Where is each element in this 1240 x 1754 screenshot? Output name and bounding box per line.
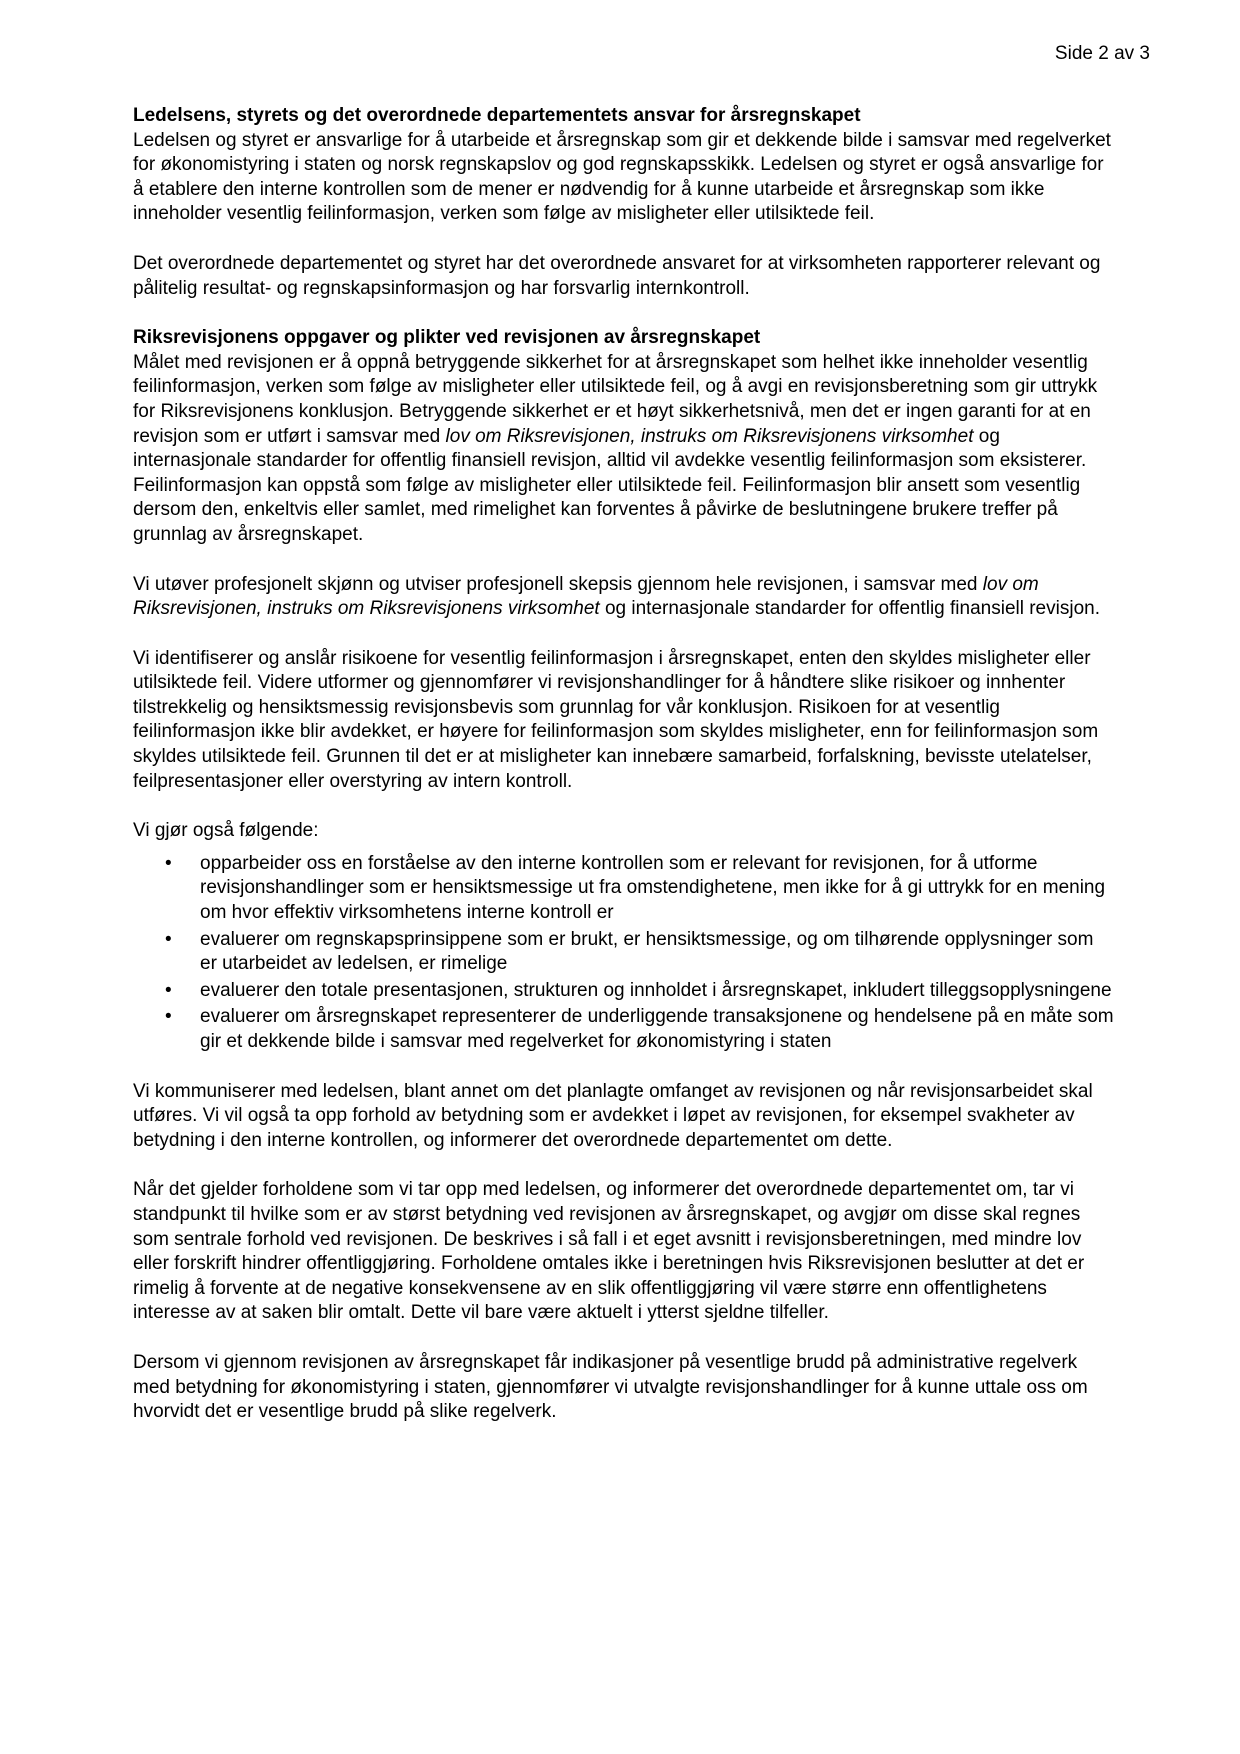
text-run: Vi utøver profesjonelt skjønn og utviser profesjonell skepsis gjennom hele revisjonen, i samsvar med: [133, 573, 983, 595]
bullet-icon: •: [165, 928, 172, 950]
paragraph-ministry-responsibility: Det overordnede departementet og styret har det overordnede ansvaret for at virksomheten rapporterer relevant og pålitelig resultat- og regnskapsinformasjon og har forsvarlig internkontroll.: [133, 252, 1101, 299]
paragraph-audit-objective: [133, 351, 1115, 548]
paragraph-communication-with-management: Vi kommuniserer med ledelsen, blant annet om det planlagte omfanget av revisjonen og når revisjonsarbeidet skal utføres. Vi vil også ta opp forhold av betydning som er avdekket i løpet av revisjonen, for eksempel svakheter av betydning i den interne kontrollen, og informerer det overordnede departementet om dette.: [133, 1080, 1093, 1151]
bullet-icon: •: [165, 979, 172, 1001]
list-item-text: opparbeider oss en forståelse av den interne kontrollen som er relevant for revisjonen, for å utforme revisjonshandlinger som er hensiktsmessige ut fra omstendighetene, men ikke for å gi uttrykk for en mening om hvor effektiv virksomhetens interne kontroll er: [200, 852, 1106, 924]
section-heading-management-responsibility: Ledelsens, styrets og det overordnede departementets ansvar for årsregnskapet: [133, 105, 861, 126]
list-item-text: evaluerer om årsregnskapet representerer de underliggende transaksjonene og hendelsene på en måte som gir et dekkende bilde i samsvar med regelverket for økonomistyring i staten: [200, 1006, 1114, 1052]
bullet-icon: •: [165, 852, 172, 874]
list-item: [133, 852, 1115, 926]
page-number: Side 2 av 3: [1054, 43, 1150, 64]
document-content: [133, 104, 1115, 1450]
bullet-icon: •: [165, 1006, 172, 1028]
paragraph-professional-judgement: [133, 573, 1115, 622]
paragraph-risk-identification: Vi identifiserer og anslår risikoene for vesentlig feilinformasjon i årsregnskapet, enten den skyldes misligheter eller utilsiktede feil. Videre utformer og gjennomfører vi revisjonshandlinger for å håndtere slike risikoer og innhenter tilstrekkelig og hensiktsmessig revisjonsbevis som grunnlag for vår konklusjon. Risikoen for at vesentlig feilinformasjon ikke blir avdekket, er høyere for feilinformasjon som skyldes misligheter, enn for feilinformasjon som skyldes utilsiktede feil. Grunnen til det er at misligheter kan innebære samarbeid, forfalskning, bevisste utelatelser, feilpresentasjoner eller overstyring av intern kontroll.: [133, 647, 1099, 792]
text-run: Målet med revisjonen er å oppnå betryggende sikkerhet for at årsregnskapet som helhet ikke inneholder vesentlig feilinformasjon, verken som følge av misligheter eller utilsiktede feil, og å avgi en revisjonsberetning som gir uttrykk for Riksrevisjonens konklusjon. Betryggende sikkerhet er et høyt sikkerhetsnivå, men det er ingen garanti for at en revisjon som er utført i samsvar med: [133, 351, 1098, 447]
list-item-text: evaluerer den totale presentasjonen, strukturen og innholdet i årsregnskapet, inkludert tilleggsopplysningene: [200, 979, 1112, 1001]
list-item-text: evaluerer om regnskapsprinsippene som er brukt, er hensiktsmessige, og om tilhørende opplysninger som er utarbeidet av ledelsen, er rimelige: [200, 928, 1094, 975]
paragraph-key-audit-matters: Når det gjelder forholdene som vi tar opp med ledelsen, og informerer det overordnede departementet om, tar vi standpunkt til hvilke som er av størst betydning ved revisjonen av årsregnskapet, og avgjør om disse skal regnes som sentrale forhold ved revisjonen. De beskrives i så fall i et eget avsnitt i revisjonsberetningen, med mindre lov eller forskrift hindrer offentliggjøring. Forholdene omtales ikke i beretningen hvis Riksrevisjonen beslutter at det er rimelig å forvente at de negative konsekvensene av en slik offentliggjøring vil være større enn offentlighetens interesse av at saken blir omtalt. Dette vil bare være aktuelt i ytterst sjeldne tilfeller.: [133, 1179, 1085, 1324]
audit-activities-list: [133, 852, 1115, 1055]
list-item: [133, 979, 1115, 1004]
text-run-italic: lov om Riksrevisjonen, instruks om Riksrevisjonens virksomhet: [133, 573, 1039, 620]
paragraph-list-lead: Vi gjør også følgende:: [133, 820, 319, 842]
text-run: og internasjonale standarder for offentlig finansiell revisjon, alltid vil avdekke vesentlig feilinformasjon som eksisterer. Feilinformasjon kan oppstå som følge av misligheter eller utilsiktede feil. Feilinformasjon blir ansett som vesentlig dersom den, enkeltvis eller samlet, med rimelighet kan forventes å påvirke de beslutningene brukere treffer på grunnlag av årsregnskapet.: [133, 425, 1087, 545]
list-item: [133, 928, 1115, 977]
text-run: og internasjonale standarder for offentlig finansiell revisjon.: [599, 598, 1100, 620]
list-item: [133, 1005, 1115, 1054]
text-run-italic: lov om Riksrevisjonen, instruks om Riksrevisjonens virksomhet: [445, 425, 974, 447]
paragraph-management-responsibility: Ledelsen og styret er ansvarlige for å utarbeide et årsregnskap som gir et dekkende bilde i samsvar med regelverket for økonomistyring i staten og norsk regnskapslov og god regnskapsskikk. Ledelsen og styret er også ansvarlige for å etablere den interne kontrollen som de mener er nødvendig for å kunne utarbeide et årsregnskap som ikke inneholder vesentlig feilinformasjon, verken som følge av misligheter eller utilsiktede feil.: [133, 129, 1111, 225]
section-heading-auditor-duties: Riksrevisjonens oppgaver og plikter ved revisjonen av årsregnskapet: [133, 327, 761, 349]
paragraph-regulatory-breaches: Dersom vi gjennom revisjonen av årsregnskapet får indikasjoner på vesentlige brudd på administrative regelverk med betydning for økonomistyring i staten, gjennomfører vi utvalgte revisjonshandlinger for å kunne uttale oss om hvorvidt det er vesentlige brudd på slike regelverk.: [133, 1351, 1088, 1423]
